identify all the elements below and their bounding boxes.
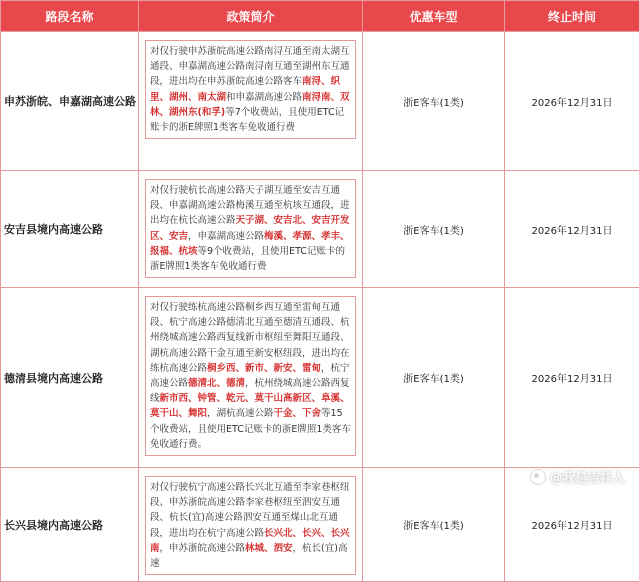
road-name: 安吉县境内高速公路 bbox=[1, 171, 139, 288]
header-policy: 政策简介 bbox=[139, 1, 363, 32]
road-name: 德清县境内高速公路 bbox=[1, 288, 139, 468]
highlighted-station-names: 南浔南、双林、湖州东(和孚) bbox=[150, 92, 350, 118]
policy-text-segment: 对仅行驶杭长高速公路天子湖互通至安吉互通段、申嘉湖高速公路梅溪互通至杭垓互通段，进出均在杭长高速公路 bbox=[150, 185, 350, 226]
policy-text-segment: 和申嘉湖高速公路 bbox=[226, 92, 302, 103]
policy-text bbox=[145, 179, 356, 278]
policy-text bbox=[145, 296, 356, 456]
vehicle-type: 浙E客车(1类) bbox=[363, 171, 505, 288]
table-row bbox=[1, 32, 639, 171]
end-date: 2026年12月31日 bbox=[505, 468, 639, 582]
end-date: 2026年12月31日 bbox=[505, 171, 639, 288]
header-vehicle-type: 优惠车型 bbox=[363, 1, 505, 32]
policy-text-segment: ，杭宁高速公路 bbox=[150, 363, 350, 389]
policy-text-segment: ，申嘉湖高速公路 bbox=[188, 231, 264, 242]
policy-text bbox=[145, 476, 356, 575]
watermark-text: @我是吉祥人 bbox=[550, 468, 625, 486]
highlighted-station-names: 天子湖、安吉北、安吉开发区、安吉 bbox=[150, 215, 350, 241]
end-date: 2026年12月31日 bbox=[505, 288, 639, 468]
policy-text-segment: 对仅行驶练杭高速公路桐乡西互通至雷甸互通段、杭宁高速公路德清北互通至德清互通段、杭州绕城高速公路西复线新市枢纽至舞阳互通段、湖杭高速公路干金互通至新安枢纽段，进出均在练杭高速公路 bbox=[150, 302, 350, 374]
policy-text-segment: ，申苏浙皖高速公路 bbox=[160, 543, 246, 554]
header-road-name: 路段名称 bbox=[1, 1, 139, 32]
highlighted-station-names: 桐乡西、新市、新安、雷甸 bbox=[207, 363, 321, 374]
policy-text-segment: 等15个收费站，且使用ETC记账卡的浙E牌照1类客车免收通行费。 bbox=[150, 408, 351, 449]
highlighted-station-names: 林城、泗安 bbox=[245, 543, 293, 554]
header-end-date: 终止时间 bbox=[505, 1, 639, 32]
table-row bbox=[1, 288, 639, 468]
policy-text-segment: 对仅行驶申苏浙皖高速公路南浔互通至南太湖互通段、申嘉湖高速公路南浔南互通至湖州东互通段，进出均在申苏浙皖高速公路客车 bbox=[150, 46, 350, 87]
highlighted-station-names: 长兴北、长兴、长兴南 bbox=[150, 528, 350, 554]
table-row bbox=[1, 171, 639, 288]
road-name: 申苏浙皖、申嘉湖高速公路 bbox=[1, 32, 139, 171]
policy-text-segment: ，杭州绕城高速公路西复线 bbox=[150, 378, 350, 404]
policy-text-segment: ，湖杭高速公路 bbox=[207, 408, 274, 419]
highlighted-station-names: 干金、下舍 bbox=[274, 408, 322, 419]
watermark bbox=[530, 468, 625, 486]
road-name: 长兴县境内高速公路 bbox=[1, 468, 139, 582]
policy-text bbox=[145, 40, 356, 139]
table-header-row bbox=[1, 1, 639, 32]
policy-text-segment: ，杭长(宜)高速 bbox=[150, 543, 347, 569]
highlighted-station-names: 南浔、织里、湖州、南太湖 bbox=[150, 76, 340, 102]
policy-text-segment: 对仅行驶杭宁高速公路长兴北互通至李家巷枢纽段、申苏浙皖高速公路李家巷枢纽至泗安互通段、杭长(宜)高速公路泗安互通至煤山北互通段，进出均在杭宁高速公路 bbox=[150, 482, 350, 539]
highlighted-station-names: 新市西、钟管、乾元、莫干山高新区、阜溪、莫干山、舞阳 bbox=[150, 393, 350, 419]
vehicle-type: 浙E客车(1类) bbox=[363, 288, 505, 468]
policy-text-segment: 等7个收费站，且使用ETC记账卡的浙E牌照1类客车免收通行费 bbox=[150, 107, 344, 133]
highlighted-station-names: 德清北、德清 bbox=[188, 378, 245, 389]
end-date: 2026年12月31日 bbox=[505, 32, 639, 171]
highlighted-station-names: 梅溪、孝源、孝丰、报福、杭垓 bbox=[150, 231, 350, 257]
vehicle-type: 浙E客车(1类) bbox=[363, 468, 505, 582]
vehicle-type: 浙E客车(1类) bbox=[363, 32, 505, 171]
policy-text-segment: 等9个收费站，且使用ETC记账卡的浙E牌照1类客车免收通行费 bbox=[150, 246, 345, 272]
account-icon bbox=[530, 469, 546, 485]
